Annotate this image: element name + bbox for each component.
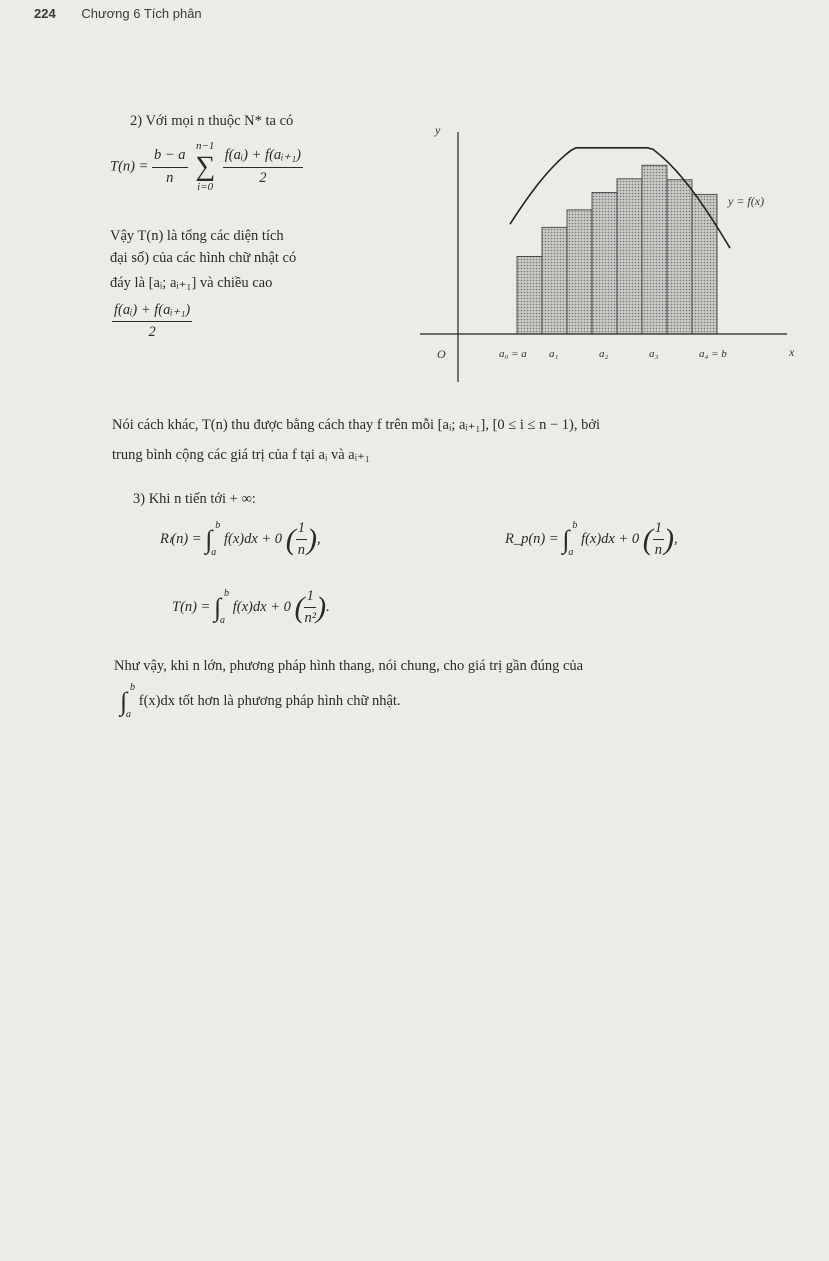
rect-3a [667,180,692,334]
frac-num: 1 [304,588,316,608]
tick-label-1: a₁ [549,348,559,360]
frac-den: n² [304,610,317,627]
int-upper: b [215,520,221,532]
page-header [34,6,202,21]
comma: , [316,531,321,548]
frac-numerator: f(aᵢ) + f(aᵢ₊₁) [223,147,303,167]
chapter-title: Chương 6 Tích phân [81,6,202,21]
t-formula: T(n) = ∫ b a f(x)dx + 0 ( $\frac{1}{\text{n²}}$ ). [172,588,330,627]
height-formula [112,302,192,342]
rect-2a [617,179,642,334]
rl-formula: Rₗ(n) = ∫ b a f(x)dx + 0 ( $\frac{1}{n}$ ), [160,520,321,559]
rp-lhs: R_p(n) = [505,531,559,548]
int-upper: b [224,588,230,600]
tick-label-3: a₃ [649,348,659,360]
formula-fraction [223,147,303,187]
page-number: 224 [34,6,56,21]
desc-line-3: đáy là [aᵢ; aᵢ₊₁] và chiều cao [110,275,273,291]
integral-symbol: ∫ b a [214,588,230,627]
integrand: f(x)dx + 0 [581,531,640,548]
frac-den: n [654,542,663,559]
trapezoid-figure [415,120,815,390]
frac-num: 1 [653,520,664,540]
conclusion-line-1: Như vậy, khi n lớn, phương pháp hình thang, nói chung, cho giá trị gần đúng của [114,658,584,674]
int-upper: b [572,520,578,532]
x-axis-label: x [789,345,795,359]
frac-denominator: 2 [259,169,267,186]
integrand: f(x)dx + 0 [223,531,283,548]
t-lhs: T(n) = [172,599,211,616]
dot: . [326,599,330,616]
comma: , [674,531,678,548]
desc-line-2: đại số) của các hình chữ nhật có [110,250,297,266]
coef-denominator: n [166,169,174,186]
int-upper: b [130,682,135,693]
int-lower: a [126,709,131,721]
height-denominator: 2 [148,324,156,341]
desc-line-1: Vậy T(n) là tổng các diện tích [110,228,284,244]
rect-0b [542,227,567,334]
rect-0a [517,256,542,334]
frac-den: n [297,542,305,559]
tick-label-0: a₀ = a [499,348,527,360]
rp-formula: R_p(n) = ∫ b a f(x)dx + 0 ( $\frac{1}{n}$ ), [505,520,678,559]
rl-lhs: Rₗ(n) = [160,531,202,548]
rect-1b [592,192,617,334]
sum-upper: n−1 [195,140,215,152]
integrand: f(x)dx + 0 [232,599,291,616]
conclusion-line-2-wrap [120,682,401,721]
item2-intro: 2) Với mọi n thuộc N* ta có [130,113,294,129]
trapezoid-formula [110,140,303,194]
sum-lower: i=0 [197,181,214,194]
tick-label-4: a₄ = b [699,348,727,360]
formula-coefficient [152,147,188,187]
integral-symbol: ∫ b a [120,682,135,721]
paragraph-line-2: trung bình cộng các giá trị của f tại aᵢ và aᵢ₊₁ [112,447,370,463]
y-axis-label: y [435,123,441,137]
frac-num: 1 [296,520,307,540]
int-lower: a [220,615,226,627]
sum-symbol: n−1 ∑ i=0 [195,140,216,194]
curve-label: y = f(x) [728,194,765,208]
integral-symbol: ∫ b a [205,520,221,559]
int-lower: a [211,547,217,559]
conclusion-line-2: f(x)dx tốt hơn là phương pháp hình chữ nhật. [138,692,401,709]
paragraph-line-1: Nói cách khác, T(n) thu được bằng cách thay f trên mỗi [aᵢ; aᵢ₊₁], [0 ≤ i ≤ n − 1), bởi [112,417,601,433]
item3-intro: 3) Khi n tiến tới + ∞: [133,491,256,507]
rect-3b [692,194,717,334]
rect-2b [642,165,667,334]
formula-lhs: T(n) = [110,158,149,175]
integral-symbol: ∫ b a [562,520,578,559]
origin-label: O [437,347,446,361]
height-numerator: f(aᵢ) + f(aᵢ₊₁) [112,302,192,322]
tick-label-2: a₂ [599,348,609,360]
coef-numerator: b − a [152,147,188,167]
int-lower: a [568,547,574,559]
rect-1a [567,210,592,334]
